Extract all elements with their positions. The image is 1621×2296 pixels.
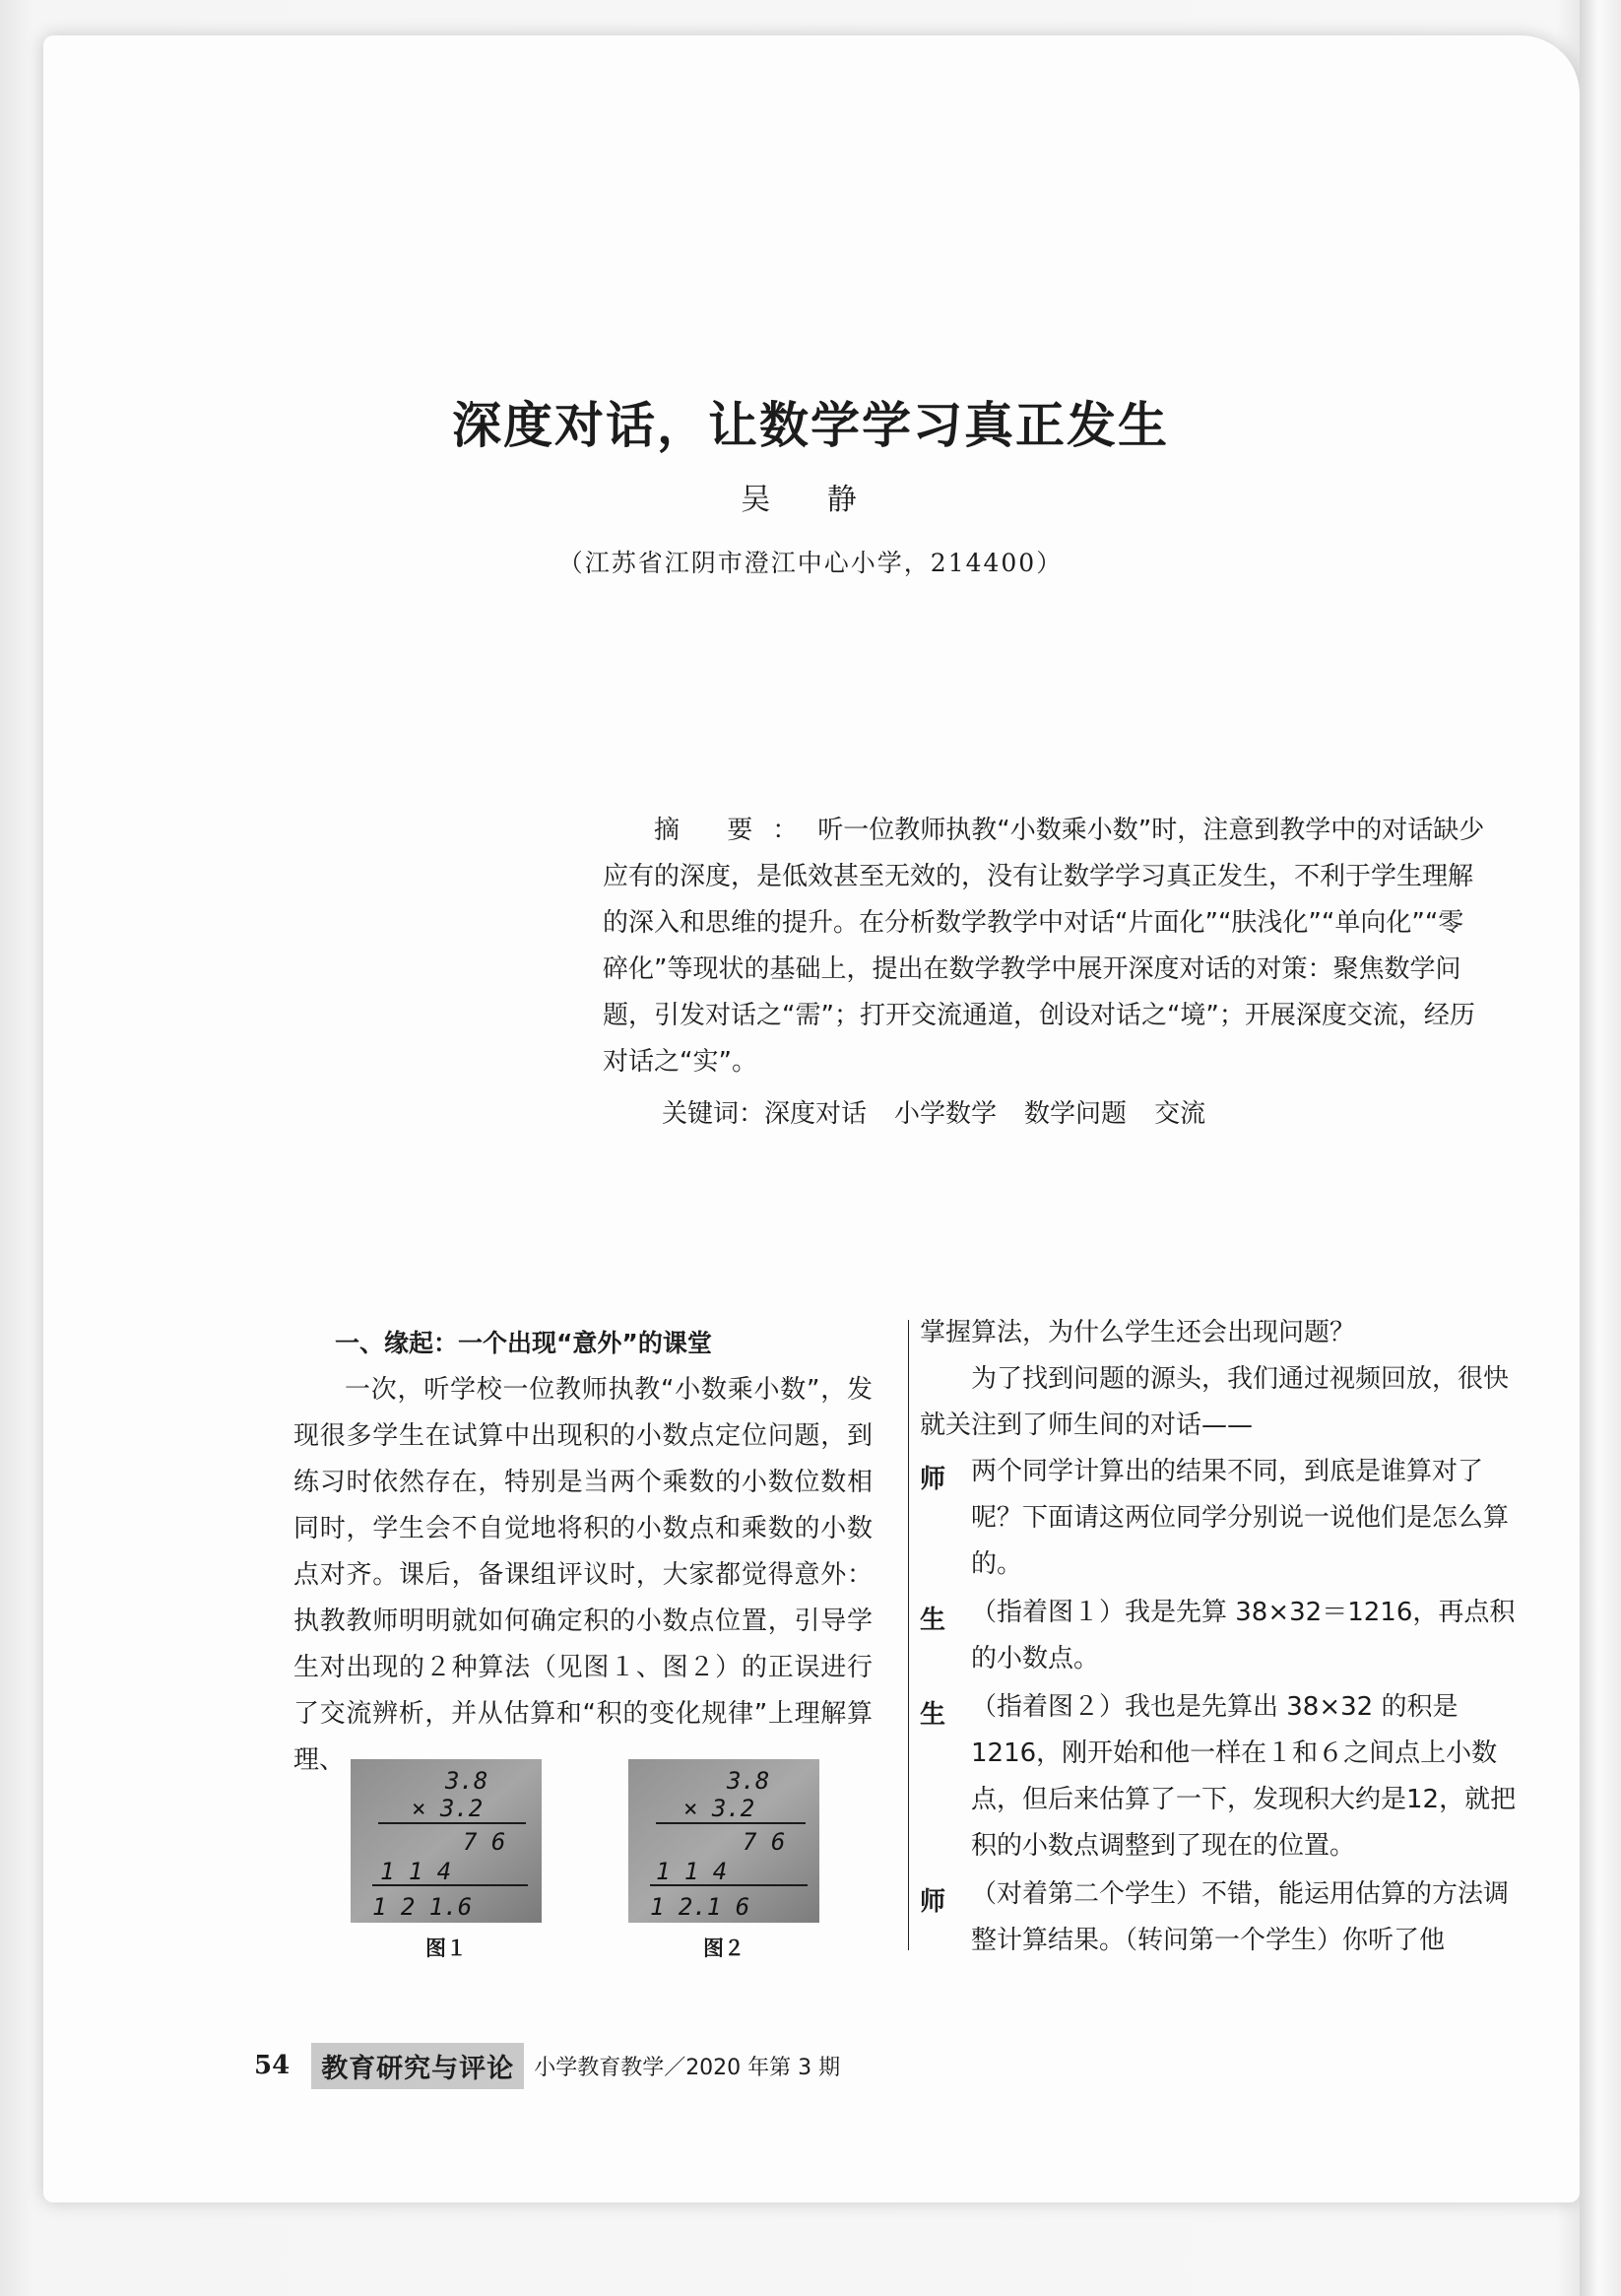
fig1-line: 1 2 1.6 (372, 1893, 473, 1921)
speaker-label: 生 (920, 1606, 946, 1635)
keywords-line (603, 1091, 1489, 1138)
page-number: 54 (254, 2051, 291, 2080)
figure-2-caption: 图２ (703, 1936, 745, 1960)
fig1-line: 7 6 (463, 1828, 506, 1856)
journal-section-name: 教育研究与评论 (311, 2043, 524, 2089)
figure-1-photo (351, 1759, 542, 1923)
fig2-line: 1 1 4 (656, 1858, 728, 1885)
abstract-label: 摘 要： (654, 816, 818, 845)
abstract-text: 听一位教师执教“小数乘小数”时，注意到教学中的对话缺少应有的深度，是低效甚至无效的，没有让数学学习真正发生，不利于学生理解的深入和思维的提升。在分析数学教学中对话“片面化”“肤浅化”“单向化”“零碎化”等现状的基础上，提出在数学教学中展开深度对话的对策：聚焦数学问题，引发对话之“需”；打开交流通道，创设对话之“境”；开展深度交流，经历对话之“实”。 (603, 816, 1485, 1077)
fig1-line: 1 1 4 (380, 1858, 452, 1885)
keyword: 交流 (1154, 1099, 1206, 1129)
speaker-label: 生 (920, 1700, 946, 1730)
fig1-line: 3.8 (445, 1767, 488, 1795)
dialogue-line (920, 1590, 1521, 1682)
continued-text: 掌握算法，为什么学生还会出现问题？ (920, 1318, 1356, 1347)
keyword: 深度对话 (764, 1099, 868, 1129)
article-author: 吴 静 (741, 483, 880, 517)
page-footer (254, 2043, 840, 2088)
section-heading: 一、缘起：一个出现“意外”的课堂 (335, 1329, 712, 1357)
utterance: 两个同学计算出的结果不同，到底是谁算对了呢？下面请这两位同学分别说一说他们是怎么算的。 (971, 1457, 1510, 1579)
dialogue-line (920, 1684, 1521, 1870)
figure-1 (351, 1759, 542, 1962)
abstract-block (603, 808, 1489, 1138)
keyword: 数学问题 (1024, 1099, 1128, 1129)
right-column (920, 1310, 1521, 1966)
column-divider (908, 1320, 909, 1950)
utterance: （指着图２）我也是先算出 38×32 的积是1216，刚开始和他一样在１和６之间点上小数点，但后来估算了一下，发现积大约是12，就把积的小数点调整到了现在的位置。 (971, 1692, 1517, 1861)
fig1-line: × 3.2 (412, 1795, 484, 1822)
figure-1-caption: 图１ (425, 1936, 467, 1960)
fig2-line: 1 2.1 6 (650, 1893, 750, 1921)
fig2-line: 3.8 (727, 1767, 770, 1795)
section-paragraph: 一次，听学校一位教师执教“小数乘小数”，发现很多学生在试算中出现积的小数点定位问题，到练习时依然存在，特别是当两个乘数的小数位数相同时，学生会不自觉地将积的小数点和乘数的小数点对齐。课后，备课组评议时，大家都觉得意外：执教教师明明就如何确定积的小数点位置，引导学生对出现的２种算法（见图１、图２）的正误进行了交流辨析，并从估算和“积的变化规律”上理解算理、 (293, 1375, 873, 1775)
dialogue-line (920, 1871, 1521, 1964)
abstract-paragraph (603, 808, 1489, 1085)
speaker-label: 师 (920, 1465, 946, 1494)
fig2-line: 7 6 (743, 1828, 786, 1856)
speaker-label: 师 (920, 1887, 946, 1917)
fig2-line: × 3.2 (683, 1795, 755, 1822)
dialogue-line (920, 1449, 1521, 1588)
journal-issue: 小学教育教学／2020 年第 3 期 (534, 2055, 841, 2080)
figure-2 (628, 1759, 819, 1962)
figure-2-photo (628, 1759, 819, 1923)
next-page-edge (1580, 0, 1621, 2296)
author-affiliation: （江苏省江阴市澄江中心小学，214400） (557, 549, 1064, 577)
left-column (293, 1320, 873, 1784)
utterance: （指着图１）我是先算 38×32＝1216，再点积的小数点。 (971, 1598, 1516, 1673)
dialogue-intro: 为了找到问题的源头，我们通过视频回放，很快就关注到了师生间的对话—— (920, 1364, 1510, 1440)
keyword: 小学数学 (894, 1099, 998, 1129)
keywords-label: 关键词： (662, 1099, 765, 1129)
utterance: （对着第二个学生）不错，能运用估算的方法调整计算结果。（转问第一个学生）你听了他 (971, 1879, 1510, 1955)
figures-row (351, 1759, 863, 1976)
article-title: 深度对话，让数学学习真正发生 (452, 396, 1169, 454)
